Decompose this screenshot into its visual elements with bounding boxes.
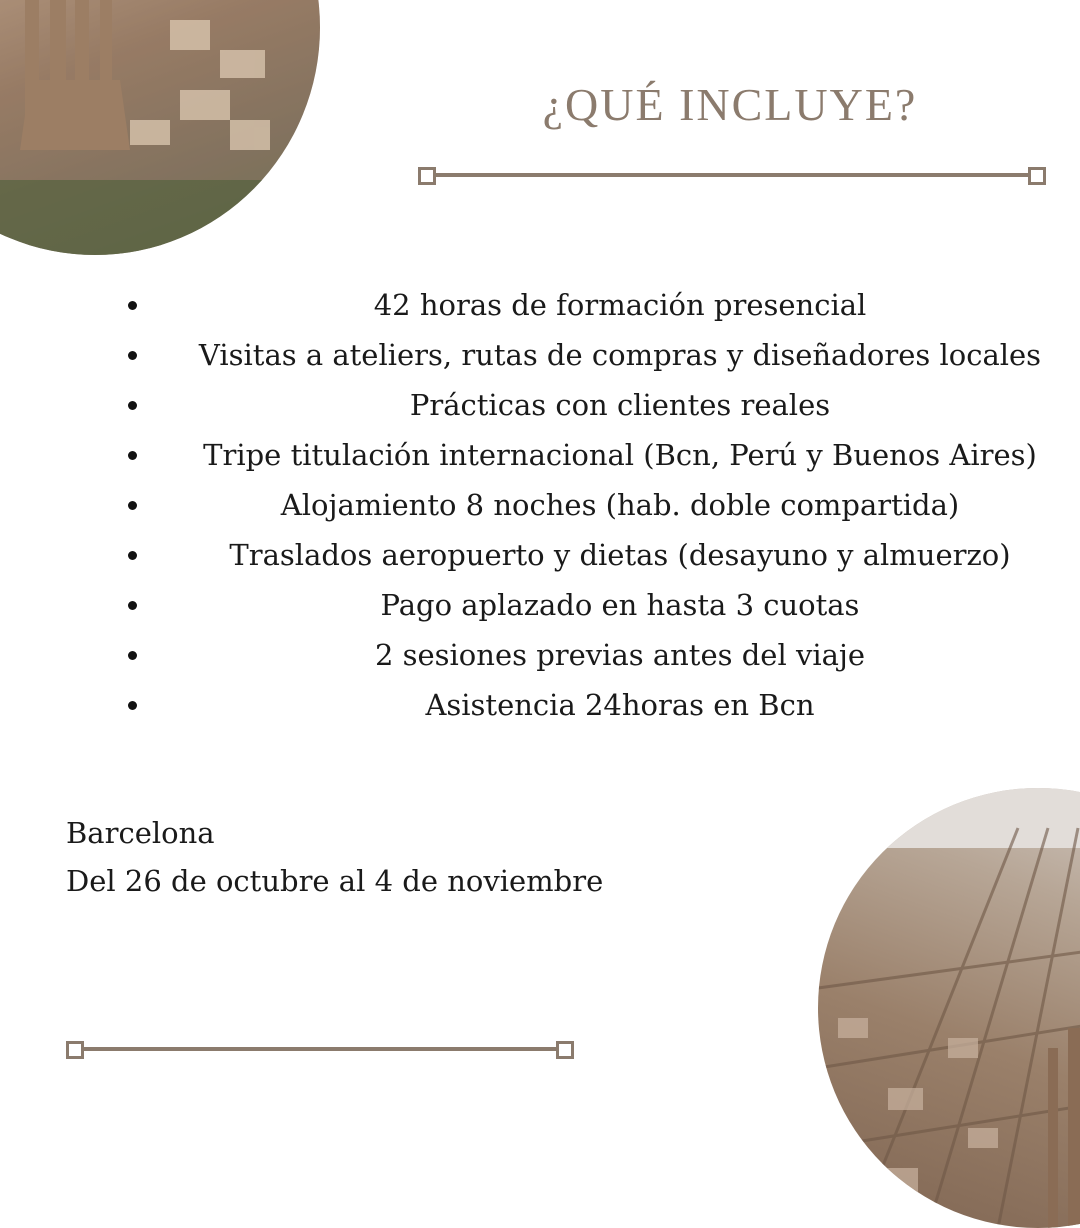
feature-text: 2 sesiones previas antes del viaje [374, 638, 866, 672]
list-item [120, 280, 1080, 330]
barcelona-city-photo [818, 788, 1080, 1228]
bullet-icon [128, 651, 137, 660]
bullet-icon [128, 401, 137, 410]
bullet-icon [128, 501, 137, 510]
divider-square-icon [1028, 167, 1046, 185]
list-item [120, 630, 1080, 680]
feature-text: Traslados aeropuerto y dietas (desayuno y almuerzo) [229, 538, 1011, 572]
feature-text: Tripe titulación internacional (Bcn, Perú y Buenos Aires) [203, 438, 1037, 472]
list-item [120, 430, 1080, 480]
feature-text: Asistencia 24horas en Bcn [425, 688, 815, 722]
divider-line [428, 173, 1036, 177]
feature-text: Alojamiento 8 noches (hab. doble compartida) [280, 488, 960, 522]
sagrada-familia-photo [0, 0, 320, 255]
divider-square-icon [418, 167, 436, 185]
list-item [120, 330, 1080, 380]
dates-text: Del 26 de octubre al 4 de noviembre [66, 864, 604, 898]
bullet-icon [128, 451, 137, 460]
list-item [120, 480, 1080, 530]
page-title: ¿QUÉ INCLUYE? [542, 79, 918, 130]
divider-square-icon [66, 1041, 84, 1059]
top-divider [418, 166, 1046, 186]
bullet-icon [128, 301, 137, 310]
list-item [120, 380, 1080, 430]
list-item [120, 680, 1080, 730]
feature-text: Pago aplazado en hasta 3 cuotas [380, 588, 860, 622]
location-text: Barcelona [66, 816, 215, 850]
feature-text: Visitas a ateliers, rutas de compras y diseñadores locales [198, 338, 1042, 372]
bullet-icon [128, 551, 137, 560]
list-item [120, 530, 1080, 580]
divider-line [76, 1047, 564, 1051]
bullet-icon [128, 701, 137, 710]
bottom-divider [66, 1040, 574, 1060]
feature-text: 42 horas de formación presencial [373, 288, 867, 322]
bullet-icon [128, 601, 137, 610]
feature-text: Prácticas con clientes reales [409, 388, 831, 422]
divider-square-icon [556, 1041, 574, 1059]
list-item [120, 580, 1080, 630]
bullet-icon [128, 351, 137, 360]
features-list [120, 280, 1080, 730]
